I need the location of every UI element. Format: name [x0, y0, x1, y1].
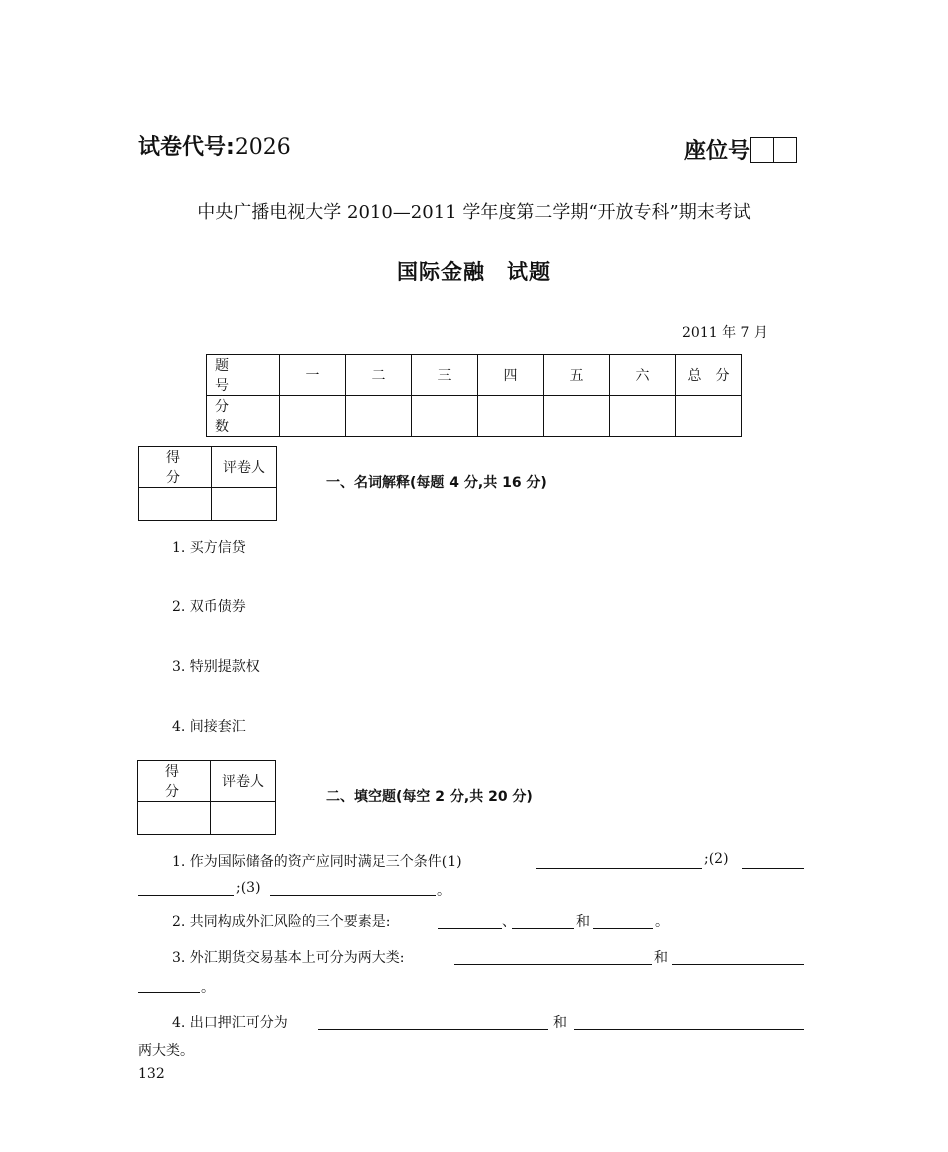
grader-name-cell[interactable]	[212, 488, 277, 521]
question-2-separator: 、	[502, 914, 516, 930]
question-2-and: 和	[576, 914, 590, 930]
column-header: 二	[346, 355, 412, 396]
column-header-total: 总 分	[676, 355, 742, 396]
question-1-part3: ;(3)	[236, 880, 261, 896]
blank-q1-2b[interactable]	[138, 895, 234, 896]
score-cell[interactable]	[610, 396, 676, 437]
blank-q3-1[interactable]	[454, 964, 652, 965]
score-table	[206, 354, 742, 437]
term-item: 4. 间接套汇	[172, 719, 246, 735]
blank-q1-2a[interactable]	[742, 868, 804, 869]
score-table-header-row	[207, 355, 742, 396]
question-1-end: 。	[437, 883, 451, 899]
blank-q2-1[interactable]	[438, 928, 502, 929]
grader-box-section1	[138, 446, 277, 521]
column-header: 四	[478, 355, 544, 396]
score-cell[interactable]	[346, 396, 412, 437]
grader-score-label: 得 分	[139, 447, 212, 488]
question-3-text: 3. 外汇期货交易基本上可分为两大类:	[172, 950, 405, 966]
paper-code-value: 2026	[234, 135, 291, 160]
seat-box-2[interactable]	[774, 137, 797, 163]
question-2-end: 。	[655, 914, 669, 930]
term-item: 3. 特别提款权	[172, 659, 260, 675]
blank-q4-1[interactable]	[318, 1029, 548, 1030]
exam-title: 中央广播电视大学 2010—2011 学年度第二学期“开放专科”期末考试	[197, 202, 751, 223]
grader-score-cell[interactable]	[139, 488, 212, 521]
blank-q1-3[interactable]	[270, 895, 436, 896]
question-3-end: 。	[201, 980, 215, 996]
question-2-text: 2. 共同构成外汇风险的三个要素是:	[172, 914, 391, 930]
question-1-text: 1. 作为国际储备的资产应同时满足三个条件(1)	[172, 854, 462, 870]
term-item: 2. 双币债券	[172, 599, 246, 615]
section1-title: 一、名词解释(每题 4 分,共 16 分)	[326, 475, 547, 491]
question-number-label: 题 号	[207, 355, 280, 396]
grader-score-label: 得 分	[138, 761, 211, 802]
question-1-part2: ;(2)	[704, 851, 729, 867]
grader-name-cell[interactable]	[211, 802, 276, 835]
section2-title: 二、填空题(每空 2 分,共 20 分)	[326, 789, 533, 805]
grader-box-section2	[137, 760, 276, 835]
seat-box-1[interactable]	[750, 137, 774, 163]
paper-code	[138, 130, 291, 161]
question-3-and: 和	[654, 950, 668, 966]
grader-name-label: 评卷人	[212, 447, 277, 488]
score-cell[interactable]	[412, 396, 478, 437]
blank-q4-2[interactable]	[574, 1029, 804, 1030]
score-label: 分 数	[207, 396, 280, 437]
score-cell[interactable]	[280, 396, 346, 437]
column-header: 三	[412, 355, 478, 396]
question-4-text: 4. 出口押汇可分为	[172, 1015, 288, 1031]
grader-name-label: 评卷人	[211, 761, 276, 802]
page-number: 132	[138, 1066, 165, 1082]
question-4-end: 两大类。	[138, 1043, 194, 1059]
column-header: 六	[610, 355, 676, 396]
seat-number	[684, 134, 797, 165]
blank-q2-2[interactable]	[512, 928, 574, 929]
term-item: 1. 买方信贷	[172, 540, 246, 556]
score-table-score-row	[207, 396, 742, 437]
column-header: 五	[544, 355, 610, 396]
seat-number-label: 座位号	[684, 139, 751, 164]
score-cell[interactable]	[544, 396, 610, 437]
exam-date: 2011 年 7 月	[682, 325, 768, 341]
paper-code-label: 试卷代号:	[138, 135, 235, 160]
question-4-and: 和	[553, 1015, 567, 1031]
subject-title: 国际金融 试题	[397, 260, 551, 284]
blank-q3-2a[interactable]	[672, 964, 804, 965]
blank-q3-2b[interactable]	[138, 992, 200, 993]
grader-score-cell[interactable]	[138, 802, 211, 835]
blank-q2-3[interactable]	[593, 928, 653, 929]
blank-q1-1[interactable]	[536, 868, 702, 869]
score-cell-total[interactable]	[676, 396, 742, 437]
column-header: 一	[280, 355, 346, 396]
score-cell[interactable]	[478, 396, 544, 437]
